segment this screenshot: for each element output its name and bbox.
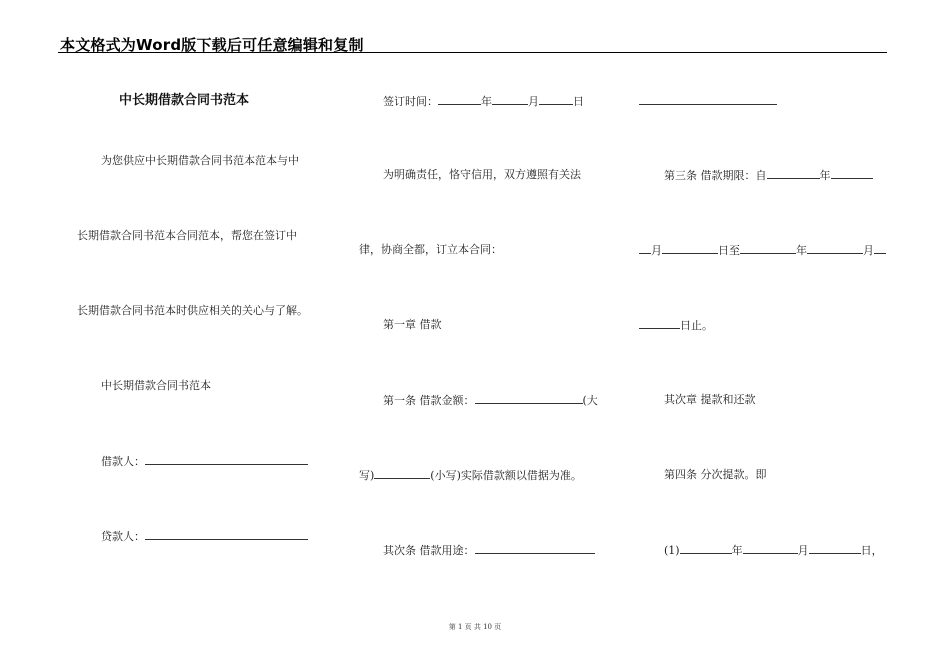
article-1-cont-suffix: (小写)实际借款额以借据为准。	[430, 469, 582, 482]
start-day-blank	[662, 243, 718, 254]
article-4-line: 第四条 分次提款。即	[664, 468, 767, 481]
start-month-label: 月	[651, 244, 662, 257]
item-1-month-blank	[743, 543, 798, 554]
item-1-line	[664, 543, 883, 558]
sign-day-blank	[539, 94, 573, 105]
day-to-label: 日至	[718, 244, 740, 257]
purpose-blank	[475, 543, 595, 554]
chapter-2-heading: 其次章 提款和还款	[664, 393, 756, 406]
end-tail-blank	[874, 243, 886, 254]
start-month-blank	[831, 168, 873, 179]
lender-label: 贷款人：	[101, 530, 145, 543]
sign-day-label: 日	[573, 95, 584, 108]
header-rule	[58, 52, 887, 53]
article-3-label: 第三条 借款期限：自	[664, 169, 767, 182]
sign-month-blank	[492, 94, 528, 105]
intro-line-3: 长期借款合同书范本时供应相关的关心与了解。	[77, 304, 308, 317]
start-year-blank	[767, 168, 820, 179]
borrower-label: 借款人：	[101, 455, 145, 468]
start-year-label: 年	[819, 169, 831, 182]
article-1-line	[383, 393, 598, 408]
sign-time-label: 签订时间：	[383, 95, 438, 108]
article-2-label: 其次条 借款用途：	[383, 544, 475, 557]
amount-lower-blank	[374, 468, 430, 479]
item-1-year: 年	[731, 544, 743, 557]
sign-month-label: 月	[528, 95, 539, 108]
end-year-label: 年	[796, 244, 807, 257]
article-1-label: 第一条 借款金额：	[383, 394, 475, 407]
intro-line-1: 为您供应中长期借款合同书范本范本与中	[101, 154, 299, 167]
para-line-1: 为明确责任，恪守信用，双方遵照有关法	[383, 168, 581, 181]
col3-top-line	[639, 94, 777, 109]
sign-time-line	[383, 94, 584, 109]
sign-year-label: 年	[481, 95, 492, 108]
lender-blank	[145, 529, 308, 540]
para-line-2: 律，协商全都，订立本合同：	[359, 243, 502, 256]
item-1-day-blank	[809, 543, 861, 554]
end-month-blank	[807, 243, 863, 254]
borrower-line	[101, 454, 308, 469]
term-line-2	[639, 243, 886, 258]
term-line-3	[639, 318, 713, 333]
item-1-prefix: (1)	[664, 544, 680, 557]
end-day-blank	[639, 318, 680, 329]
item-1-year-blank	[680, 543, 732, 554]
lender-line	[101, 529, 308, 544]
article-1-cont-prefix: 写)	[359, 469, 375, 482]
article-2-line	[383, 543, 595, 558]
term-lead-blank	[639, 243, 651, 254]
article-1-continued	[359, 468, 582, 483]
end-stop-label: 日止。	[680, 319, 713, 332]
col3-top-blank	[639, 94, 777, 105]
item-1-day: 日，	[860, 544, 883, 557]
article-3-line	[664, 168, 873, 183]
end-year-blank	[740, 243, 796, 254]
article-1-big: (大	[582, 394, 598, 407]
contract-title: 中长期借款合同书范本	[119, 93, 250, 108]
intro-line-2: 长期借款合同书范本合同范本，帮您在签订中	[77, 229, 297, 242]
subtitle: 中长期借款合同书范本	[101, 379, 211, 392]
chapter-1-heading: 第一章 借款	[383, 318, 442, 331]
borrower-blank	[145, 454, 308, 465]
end-month-label: 月	[863, 244, 874, 257]
document-banner: 本文格式为Word版下载后可任意编辑和复制	[60, 36, 364, 54]
sign-year-blank	[438, 94, 481, 105]
amount-upper-blank	[475, 393, 583, 404]
page-footer: 第 1 页 共 10 页	[448, 623, 502, 631]
item-1-month: 月	[797, 544, 809, 557]
